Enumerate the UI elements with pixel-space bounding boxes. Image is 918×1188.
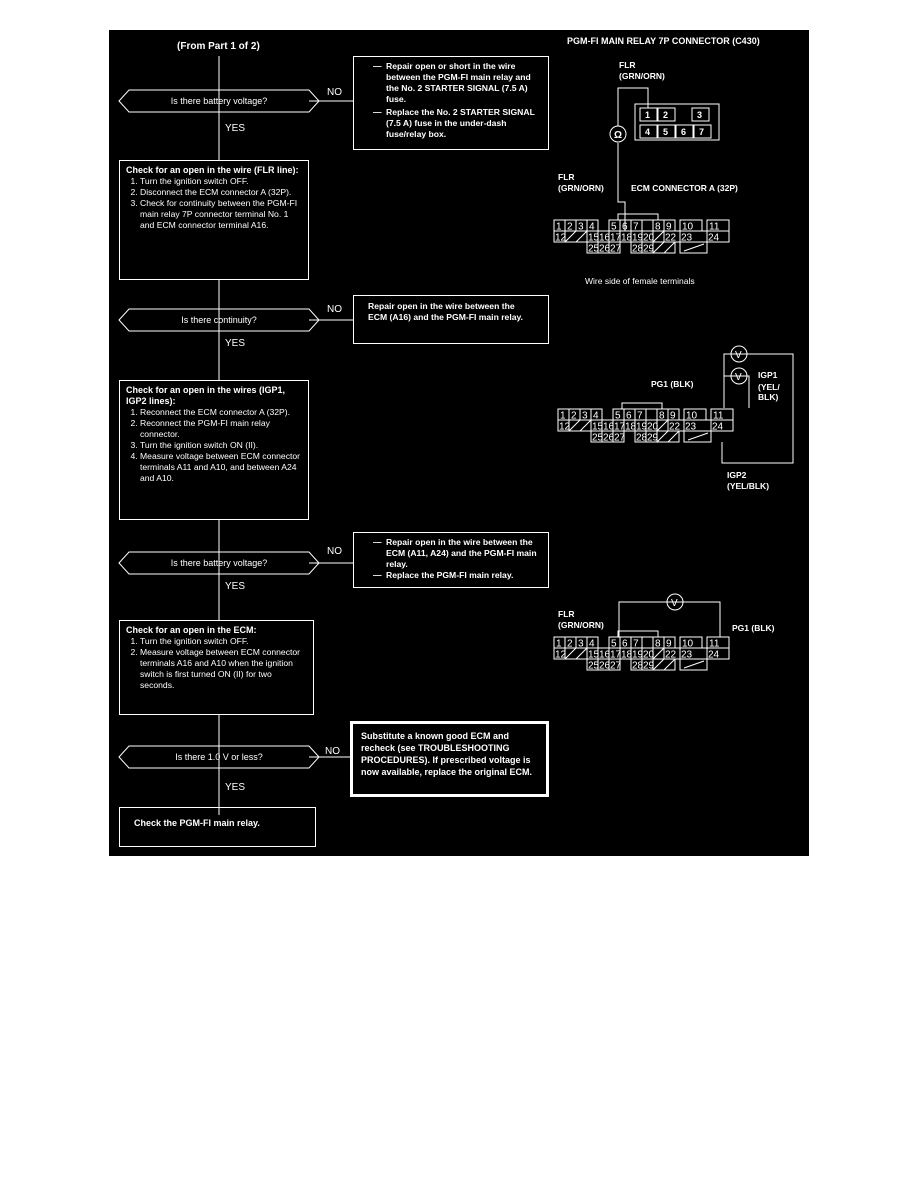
ecm1-pin-27: 27 <box>610 243 622 255</box>
ecm2-pin-28: 28 <box>636 432 648 444</box>
ecm2-pin-20: 20 <box>647 421 659 433</box>
ecm1-pin-6: 6 <box>622 221 628 233</box>
ecm2-pin-16: 16 <box>603 421 615 433</box>
ecm2-slash-r2b <box>657 420 668 431</box>
yes-label-4: YES <box>225 782 246 793</box>
check-ecm-title: Check for an open in the ECM: <box>126 625 257 635</box>
check-igp-step-4: 4. Measure voltage between ECM connector terminals A11 and A10, and between A24 and A10. <box>140 451 302 484</box>
no-label-1: NO <box>327 87 342 98</box>
troubleshooting-diagram <box>109 30 809 856</box>
ecm2-pin-27: 27 <box>614 432 626 444</box>
check-flr-step-1: 1. Turn the ignition switch OFF. <box>140 176 302 187</box>
ecm3-latch <box>618 631 658 637</box>
question-3: Is there battery voltage? <box>170 558 268 568</box>
ecm3-pin-5: 5 <box>611 638 617 650</box>
ecm-connector-diagrams <box>109 30 809 856</box>
check-igp-title: Check for an open in the wires (IGP1, IGP2 lines): <box>126 385 286 406</box>
ecm1-pin-10: 10 <box>682 221 694 233</box>
ecm2-pin-2: 2 <box>571 410 577 422</box>
yes-label-2: YES <box>225 338 246 349</box>
check-flr-step-3: 3. Check for continuity between the PGM-FI main relay 7P connector terminal No. 1 and ECM connector terminal A16. <box>140 198 302 231</box>
ecm1-pin-2: 2 <box>567 221 573 233</box>
ecm3-slash-r3b <box>684 661 704 668</box>
check-ecm-step-1: 1. Turn the ignition switch OFF. <box>140 636 307 647</box>
ecm2-slash-r3a2 <box>668 431 679 442</box>
check-igp-step-3: 3. Turn the ignition switch ON (II). <box>140 440 302 451</box>
relay-pin-1: 1 <box>645 110 651 120</box>
ecm3-blank-r3a <box>653 659 675 670</box>
ecm1-pin-1: 1 <box>556 221 562 233</box>
ecm3-pin-2: 2 <box>567 638 573 650</box>
ecm1-pin-3: 3 <box>578 221 584 233</box>
ecm3-slash-r2a1 <box>565 648 576 659</box>
ecm2-pin-4: 4 <box>593 410 599 422</box>
ecm1-pin-28: 28 <box>632 243 644 255</box>
ecm1-latch <box>618 214 658 220</box>
ecm1-pin-24: 24 <box>708 232 720 244</box>
no-label-4: NO <box>325 746 340 757</box>
ecm2-slash-r2a2 <box>580 420 591 431</box>
ecm2-pin-12: 12 <box>559 421 571 433</box>
ecm3-pin-19: 19 <box>632 649 644 661</box>
ecm1-pin-5: 5 <box>611 221 617 233</box>
ecm2-pin-23: 23 <box>685 421 697 433</box>
ecm3-pin-4: 4 <box>589 638 595 650</box>
check-ecm-step-2: 2. Measure voltage between ECM connector terminals A16 and A10 when the ignition switch is first turned ON (II) for two seconds. <box>140 647 307 691</box>
ecm1-pin-8: 8 <box>655 221 661 233</box>
pg1-label-2: PG1 (BLK) <box>651 379 694 389</box>
ecm2-slash-r3b <box>688 433 708 440</box>
ecm2-pin-8: 8 <box>659 410 665 422</box>
ecm1-pin-22: 22 <box>665 232 677 244</box>
flr-color-mid: (GRN/ORN) <box>558 183 604 193</box>
ecm1-pin-4: 4 <box>589 221 595 233</box>
ecm1-pin-18: 18 <box>621 232 633 244</box>
igp2-label: IGP2 <box>727 470 747 480</box>
ecm3-pin-3: 3 <box>578 638 584 650</box>
ecm2-blank-r2a <box>569 420 591 431</box>
ecm1-blank-r3a <box>653 242 675 253</box>
repair-1-item-1: — Repair open or short in the wire between the PGM-FI main relay and the No. 2 STARTER SIGNAL (7.5 A) fuse. <box>386 61 542 105</box>
voltmeter-2b-symbol: V <box>735 372 742 383</box>
ecm3-pin-18: 18 <box>621 649 633 661</box>
flr-label-mid: FLR <box>558 172 575 182</box>
ecm1-pin-17: 17 <box>610 232 622 244</box>
ecm2-slash-r3a1 <box>657 431 668 442</box>
ecm2-slash-r2a1 <box>569 420 580 431</box>
ecm2-blank-r3a <box>657 431 679 442</box>
yes-label-1: YES <box>225 123 246 134</box>
ecm3-pin-7: 7 <box>633 638 639 650</box>
relay-pin-2: 2 <box>663 110 669 120</box>
question-2: Is there continuity? <box>181 315 257 325</box>
ecm3-pin-24: 24 <box>708 649 720 661</box>
flr-label-bottom: FLR <box>558 609 575 619</box>
check-igp-step-1: 1. Reconnect the ECM connector A (32P). <box>140 407 302 418</box>
ecm2-pin-26: 26 <box>603 432 615 444</box>
ecm3-pin-12: 12 <box>555 649 567 661</box>
ecm3-pin-26: 26 <box>599 660 611 672</box>
ecm1-slash-r2b <box>653 231 664 242</box>
ecm2-pin-15: 15 <box>592 421 604 433</box>
repair-3-item-1: — Repair open in the wire between the ECM (A11, A24) and the PGM-FI main relay. <box>386 537 542 570</box>
ecm3-pin-8: 8 <box>655 638 661 650</box>
ecm3-pin-28: 28 <box>632 660 644 672</box>
ecm3-pin-15: 15 <box>588 649 600 661</box>
ecm2-pin-25: 25 <box>592 432 604 444</box>
flr-color-top: (GRN/ORN) <box>619 71 665 81</box>
ecm1-slash-r3a2 <box>664 242 675 253</box>
ecm2-pin-18: 18 <box>625 421 637 433</box>
ecm2-pin-7: 7 <box>637 410 643 422</box>
ecm2-pin-10: 10 <box>686 410 698 422</box>
ecm1-pin-12: 12 <box>555 232 567 244</box>
question-4: Is there 1.0 V or less? <box>175 752 263 762</box>
ecm1-pin-19: 19 <box>632 232 644 244</box>
pg1-label-3: PG1 (BLK) <box>732 623 775 633</box>
relay-connector-title: PGM-FI MAIN RELAY 7P CONNECTOR (C430) <box>567 36 760 46</box>
ecm1-slash-r3b <box>684 244 704 251</box>
igp2-color: (YEL/BLK) <box>727 481 770 491</box>
relay-pin-4: 4 <box>645 127 651 137</box>
repair-3-item-2: — Replace the PGM-FI main relay. <box>386 570 542 581</box>
check-flr-title: Check for an open in the wire (FLR line): <box>126 165 299 175</box>
ecm1-slash-r2a1 <box>565 231 576 242</box>
ecm1-pin-9: 9 <box>666 221 672 233</box>
igp1-label: IGP1 <box>758 370 778 380</box>
ohm-symbol: Ω <box>614 130 623 141</box>
repair-1-item-2: — Replace the No. 2 STARTER SIGNAL (7.5 A) fuse in the under-dash fuse/relay box. <box>386 107 542 140</box>
ecm2-latch <box>622 403 662 409</box>
ecm1-pin-15: 15 <box>588 232 600 244</box>
check-flr-step-2: 2. Disconnect the ECM connector A (32P). <box>140 187 302 198</box>
substitute-ecm-box: Substitute a known good ECM and recheck (see TROUBLESHOOTING PROCEDURES). If prescribed voltage is now available, replace the original ECM. <box>350 721 549 797</box>
ecm2-pin-1: 1 <box>560 410 566 422</box>
question-1: Is there battery voltage? <box>170 96 268 106</box>
ecm3-slash-r2a2 <box>576 648 587 659</box>
ecm1-pin-23: 23 <box>681 232 693 244</box>
ecm2-pin-9: 9 <box>670 410 676 422</box>
ecm2-pin-17: 17 <box>614 421 626 433</box>
ecm2-pin-11: 11 <box>713 410 724 422</box>
ecm3-pin-27: 27 <box>610 660 622 672</box>
check-igp-step-2: 2. Reconnect the PGM-FI main relay connector. <box>140 418 302 440</box>
wire-side-note: Wire side of female terminals <box>585 276 695 286</box>
ecm1-pin-7: 7 <box>633 221 639 233</box>
ecm3-pin-10: 10 <box>682 638 694 650</box>
voltmeter-2a-symbol: V <box>735 350 742 361</box>
relay-pin-5: 5 <box>663 127 669 137</box>
ecm1-pin-25: 25 <box>588 243 600 255</box>
ecm2-pin-24: 24 <box>712 421 724 433</box>
ecm3-pin-1: 1 <box>556 638 562 650</box>
no-label-2: NO <box>327 304 342 315</box>
ecm3-blank-r2a <box>565 648 587 659</box>
ecm1-slash-r3a1 <box>653 242 664 253</box>
voltmeter-3-symbol: V <box>671 598 678 609</box>
relay-pin-3: 3 <box>697 110 703 120</box>
ecm3-pin-29: 29 <box>643 660 655 672</box>
ecm2-pin-22: 22 <box>669 421 681 433</box>
ecm3-slash-r3a2 <box>664 659 675 670</box>
ecm3-pin-23: 23 <box>681 649 693 661</box>
ecm2-pin-5: 5 <box>615 410 621 422</box>
flr-color-bottom: (GRN/ORN) <box>558 620 604 630</box>
igp1-color: (YEL/ BLK) <box>758 382 780 402</box>
relay-pin-6: 6 <box>681 127 687 137</box>
ecm1-blank-r2a <box>565 231 587 242</box>
ecm3-pin-9: 9 <box>666 638 672 650</box>
ecm3-pin-11: 11 <box>709 638 720 650</box>
final-text: Check the PGM-FI main relay. <box>134 818 260 828</box>
ecm2-pin-3: 3 <box>582 410 588 422</box>
ecm3-pin-20: 20 <box>643 649 655 661</box>
ecm1-pin-11: 11 <box>709 221 720 233</box>
ecm-connector-title: ECM CONNECTOR A (32P) <box>631 183 738 193</box>
ecm2-pin-19: 19 <box>636 421 648 433</box>
ecm3-pin-25: 25 <box>588 660 600 672</box>
ecm3-slash-r3a1 <box>653 659 664 670</box>
ecm1-pin-29: 29 <box>643 243 655 255</box>
ecm2-pin-29: 29 <box>647 432 659 444</box>
ecm1-slash-r2a2 <box>576 231 587 242</box>
ecm3-pin-22: 22 <box>665 649 677 661</box>
ecm1-pin-20: 20 <box>643 232 655 244</box>
ecm3-slash-r2b <box>653 648 664 659</box>
flr-label-top: FLR <box>619 60 636 70</box>
yes-label-3: YES <box>225 581 246 592</box>
relay-pin-7: 7 <box>699 127 705 137</box>
ecm1-pin-16: 16 <box>599 232 611 244</box>
ecm3-pin-16: 16 <box>599 649 611 661</box>
no-label-3: NO <box>327 546 342 557</box>
ecm2-pin-6: 6 <box>626 410 632 422</box>
ecm3-pin-17: 17 <box>610 649 622 661</box>
ecm1-pin-26: 26 <box>599 243 611 255</box>
ecm3-pin-6: 6 <box>622 638 628 650</box>
repair-box-2: Repair open in the wire between the ECM (A16) and the PGM-FI main relay. <box>353 295 549 344</box>
from-part-label: (From Part 1 of 2) <box>177 41 260 52</box>
